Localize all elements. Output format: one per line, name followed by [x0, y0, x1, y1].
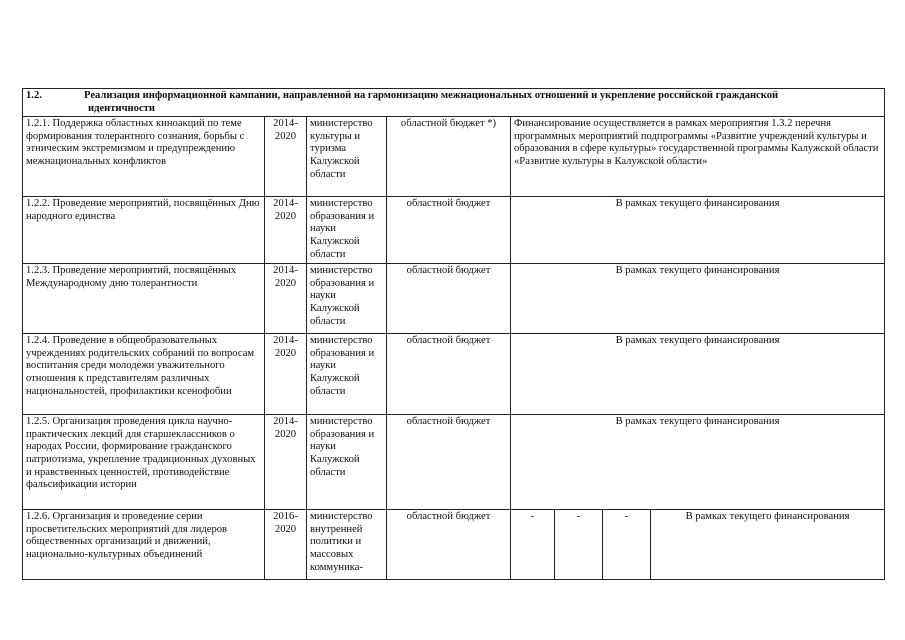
- measure-years: 2014- 2020: [265, 264, 307, 334]
- table-row: [23, 334, 885, 415]
- financing-note: В рамках текущего финансирования: [511, 415, 885, 510]
- measure-name: 1.2.5. Организация проведения цикла научно-практических лекций для старшеклассников о народах России, формирование гражданского патриотизма, укрепление традиционных духовных и нравственных ценностей, противодействие фальсификации истории: [23, 415, 265, 510]
- table-row: [23, 197, 885, 264]
- section-title-line2: идентичности: [88, 102, 155, 114]
- measure-executor: министерство внутренней политики и массовых коммуника-: [307, 510, 387, 580]
- measure-name: 1.2.3. Проведение мероприятий, посвящённых Международному дню толерантности: [23, 264, 265, 334]
- table-row: [23, 117, 885, 197]
- measure-name: 1.2.6. Организация и проведение серии просветительских мероприятий для лидеров общественных организаций и движений, национально-культурных объединений: [23, 510, 265, 580]
- financing-note: В рамках текущего финансирования: [651, 510, 885, 580]
- measure-years: 2016- 2020: [265, 510, 307, 580]
- measure-executor: министерство культуры и туризма Калужской области: [307, 117, 387, 197]
- table-row: [23, 415, 885, 510]
- measure-name: 1.2.4. Проведение в общеобразовательных учреждениях родительских собраний по вопросам воспитания среди молодежи уважительного отношения к представителям различных национальностей, профилактики ксенофобии: [23, 334, 265, 415]
- measure-years: 2014- 2020: [265, 117, 307, 197]
- financing-note: В рамках текущего финансирования: [511, 264, 885, 334]
- program-table: [22, 88, 885, 580]
- measure-years: 2014- 2020: [265, 415, 307, 510]
- measure-executor: министерство образования и науки Калужской области: [307, 334, 387, 415]
- measure-years: 2014- 2020: [265, 197, 307, 264]
- measure-source: областной бюджет: [387, 415, 511, 510]
- measure-source: областной бюджет *): [387, 117, 511, 197]
- measure-source: областной бюджет: [387, 510, 511, 580]
- measure-executor: министерство образования и науки Калужской области: [307, 415, 387, 510]
- financing-note: В рамках текущего финансирования: [511, 334, 885, 415]
- table-row: [23, 510, 885, 580]
- measure-executor: министерство образования и науки Калужской области: [307, 264, 387, 334]
- section-title-line1: Реализация информационной кампании, направленной на гармонизацию межнациональных отношений и укрепление российской гражданской: [84, 90, 779, 101]
- section-header: [23, 89, 885, 117]
- measure-source: областной бюджет: [387, 264, 511, 334]
- financing-note: В рамках текущего финансирования: [511, 197, 885, 264]
- section-header-row: [23, 89, 885, 117]
- measure-source: областной бюджет: [387, 334, 511, 415]
- measure-name: 1.2.2. Проведение мероприятий, посвящённых Дню народного единства: [23, 197, 265, 264]
- amount-cell: -: [603, 510, 651, 580]
- amount-cell: -: [511, 510, 555, 580]
- table-row: [23, 264, 885, 334]
- section-number: 1.2.: [26, 90, 42, 101]
- amount-cell: -: [555, 510, 603, 580]
- financing-note: Финансирование осуществляется в рамках мероприятия 1.3.2 перечня программных мероприятий подпрограммы «Развитие учреждений культуры и образования в сфере культуры» государственной программы Калужской области «Развитие культуры в Калужской области»: [511, 117, 885, 197]
- measure-executor: министерство образования и науки Калужской области: [307, 197, 387, 264]
- measure-years: 2014- 2020: [265, 334, 307, 415]
- measure-source: областной бюджет: [387, 197, 511, 264]
- measure-name: 1.2.1. Поддержка областных киноакций по теме формирования толерантного сознания, борьбы с этническим экстремизмом и предупреждению межнациональных конфликтов: [23, 117, 265, 197]
